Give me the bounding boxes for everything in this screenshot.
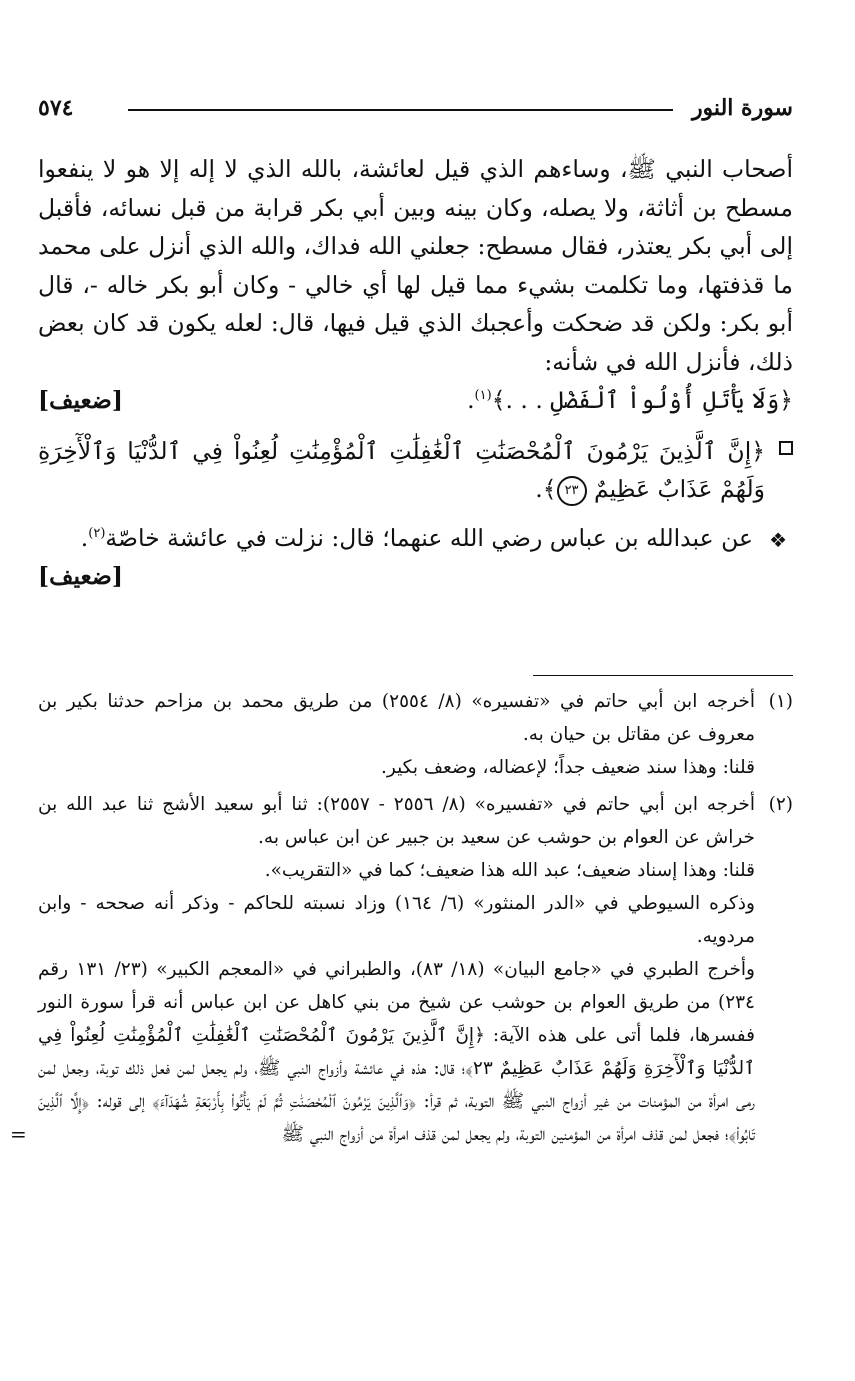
continuation-mark: = bbox=[10, 1122, 27, 1146]
footnote-ref-2: (٢) bbox=[88, 525, 106, 541]
hadith-line: ❖ عن عبدالله بن عباس رضي الله عنهما؛ قال: نزلت في عائشة خاصّة$^{(٢)}$. [ضعيف] bbox=[38, 519, 793, 558]
surah-title: سورة النور bbox=[691, 95, 793, 121]
verse-block bbox=[38, 432, 793, 509]
main-text bbox=[38, 150, 793, 596]
footnote-1 bbox=[38, 685, 793, 784]
footnote-text bbox=[10, 953, 755, 1151]
diamond-bullet-icon: ❖ bbox=[769, 527, 787, 552]
grade-badge: [ضعيف] bbox=[38, 386, 123, 414]
verse-number-icon: ٢٣ bbox=[557, 476, 587, 506]
footnote-ref-1: (١) bbox=[474, 388, 492, 404]
footnote-text: قلنا: وهذا سند ضعيف جداً؛ لإعضاله، وضعف بكير. bbox=[380, 757, 755, 778]
quoted-ayah: ﴿وَلَا يَأْتَلِ أُوْلُواْ ٱلْفَضْلِ . . .﴾ bbox=[491, 386, 793, 414]
page-header bbox=[38, 95, 793, 131]
footnote-text: أخرجه ابن أبي حاتم في «تفسيره» (٨/ ٢٥٥٤) من طريق محمد بن مزاحم حدثنا بكير بن معروف عن مقاتل بن حيان به. bbox=[38, 691, 755, 745]
square-bullet-icon bbox=[779, 441, 793, 455]
narration-paragraph: أصحاب النبي ﷺ، وساءهم الذي قيل لعائشة، بالله الذي لا إله إلا هو لا ينفعوا مسطح بن أثاثة، ولا يصله، وكان بينه وبين أبي بكر قرابة من قبل نسائه، فأقبل إلى أبي بكر يعتذر، فقال مسطح: جعلني الله فداك، والله الذي أنزل على محمد ما قذفتها، وما تكلمت بشيء مما قيل لها أي خالي - وكان أبو بكر خاله -، قال أبو بكر: ولكن قد ضحكت وأعجبك الذي قيل فيها، قال: لعله يكون قد كان بعض ذلك، فأنزل الله في شأنه: ﴿وَلَا يَأْتَلِ أُوْلُواْ ٱلْفَضْلِ . . .﴾$^{(١)}$. [ضعيف] bbox=[38, 150, 793, 420]
page-number: ٥٧٤ bbox=[38, 95, 74, 121]
footnote-2 bbox=[10, 788, 793, 1151]
hadith-text: عن عبدالله بن عباس رضي الله عنهما؛ قال: نزلت في عائشة خاصّة bbox=[105, 523, 753, 552]
footnote-separator bbox=[533, 675, 793, 676]
verse-close: ﴾. bbox=[535, 475, 557, 503]
footnotes bbox=[10, 685, 793, 1151]
header-rule bbox=[128, 109, 673, 111]
footnote-number: (١) bbox=[768, 691, 793, 712]
footnote-text: وذكره السيوطي في «الدر المنثور» (٦/ ١٦٤) وزاد نسبته للحاكم - وذكر أنه صححه - وابن مردويه. bbox=[38, 893, 755, 947]
footnote-text-body: وأخرج الطبري في «جامع البيان» (١٨/ ٨٣)، والطبراني في «المعجم الكبير» (٢٣/ ١٣١ رقم ٢٣٤) من طريق العوام بن حوشب عن شيخ من بني كاهل عن ابن عباس أنه قرأ سورة النور ففسرها، فلما أتى على هذه الآية: ﴿إِنَّ ٱلَّذِينَ يَرْمُونَ ٱلْمُحْصَنَٰتِ ٱلْغَٰفِلَٰتِ ٱلْمُؤْمِنَٰتِ لُعِنُواْ فِي ٱلدُّنْيَا وَٱلْأٓخِرَةِ وَلَهُمْ عَذَابٌ عَظِيمٌ ٢٣﴾؛ قال: هذه في عائشة وأزواج النبي ﷺ، ولم يجعل لمن فعل ذلك توبة، وجعل لمن رمى امرأة من المؤمنات من غير أزواج النبي ﷺ التوبة، ثم قرأ: ﴿وَٱلَّذِينَ يَرْمُونَ ٱلْمُحْصَنَٰتِ ثُمَّ لَمْ يَأْتُواْ بِأَرْبَعَةِ شُهَدَآءَ﴾ إلى قوله: ﴿إِلَّا ٱلَّذِينَ تَابُواْ﴾؛ فجعل لمن قذف امرأة من المؤمنين التوبة، ولم يجعل لمن قذف امرأة من أزواج النبي ﷺ bbox=[38, 959, 755, 1145]
footnote-number: (٢) bbox=[768, 794, 793, 815]
footnote-text: قلنا: وهذا إسناد ضعيف؛ عبد الله هذا ضعيف؛ كما في «التقريب». bbox=[264, 860, 755, 881]
book-page bbox=[10, 70, 793, 1350]
verse-text: ﴿إِنَّ ٱلَّذِينَ يَرْمُونَ ٱلْمُحْصَنَٰتِ ٱلْغَٰفِلَٰتِ ٱلْمُؤْمِنَٰتِ لُعِنُواْ فِي ٱلدُّنْيَا وَٱلْأٓخِرَةِ وَلَهُمْ عَذَابٌ عَظِيمٌ bbox=[38, 436, 765, 503]
grade-badge: [ضعيف] bbox=[38, 562, 123, 590]
footnote-text: أخرجه ابن أبي حاتم في «تفسيره» (٨/ ٢٥٥٦ - ٢٥٥٧): ثنا أبو سعيد الأشج ثنا عبد الله بن خراش عن العوام بن حوشب عن سعيد بن جبير عن ابن عباس به. bbox=[38, 794, 755, 848]
narration-text: أصحاب النبي ﷺ، وساءهم الذي قيل لعائشة، بالله الذي لا إله إلا هو لا ينفعوا مسطح بن أثاثة، ولا يصله، وكان بينه وبين أبي بكر قرابة من قبل نسائه، فأقبل إلى أبي بكر يعتذر، فقال مسطح: جعلني الله فداك، والله الذي أنزل على محمد ما قذفتها، وما تكلمت بشيء مما قيل لها أي خالي - وكان أبو بكر خاله -، قال أبو بكر: ولكن قد ضحكت وأعجبك الذي قيل فيها، قال: لعله يكون قد كان بعض ذلك، فأنزل الله في شأنه: bbox=[38, 155, 793, 376]
